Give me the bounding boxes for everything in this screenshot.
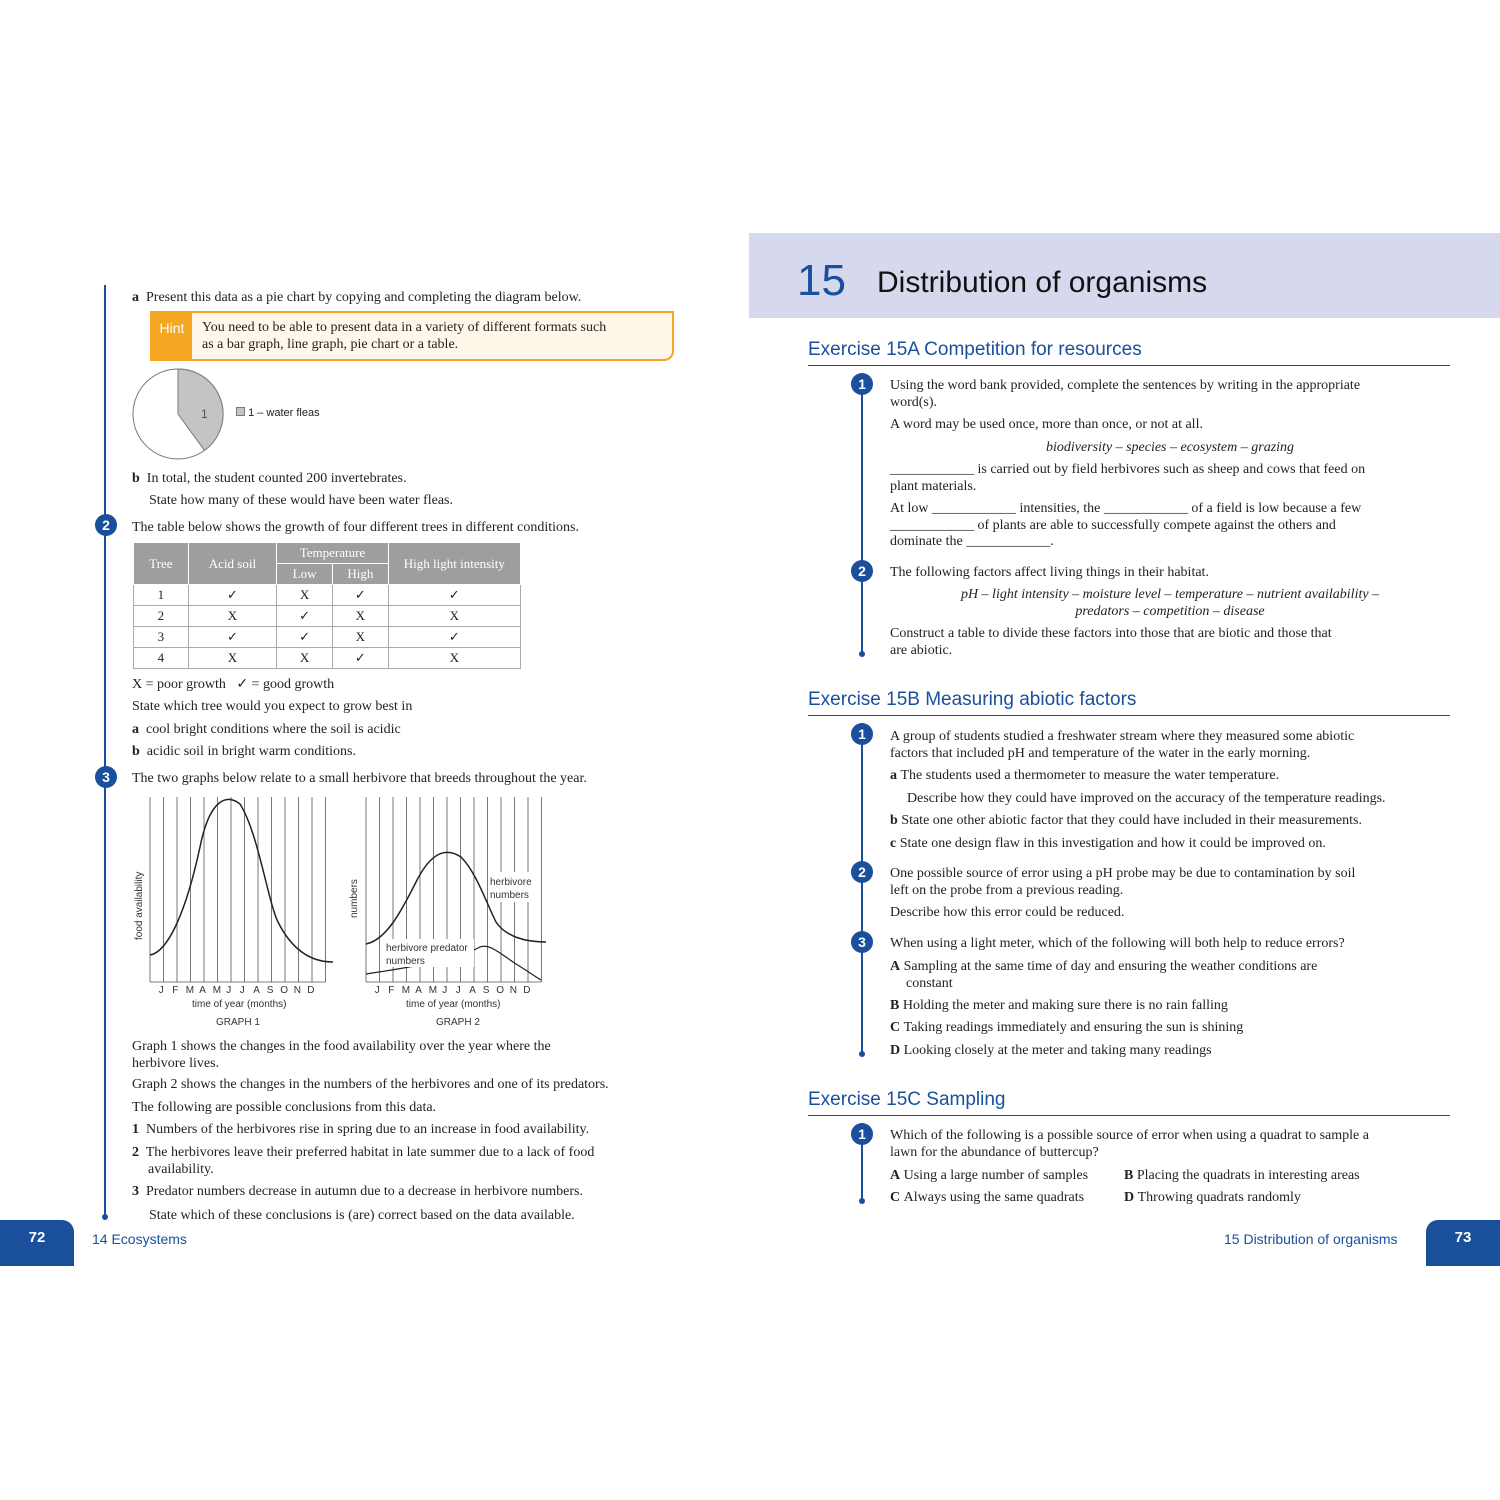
- sampling-option-a: [890, 1167, 1088, 1184]
- ex15b-q2-l3: Describe how this error could be reduced.: [890, 905, 1125, 920]
- cell-high: ✓: [332, 648, 388, 669]
- ex15c-q1-l1: Which of the following is a possible source of error when using a quadrat to sample a: [890, 1128, 1369, 1143]
- part-text: State one design flaw in this investigation and how it could be improved on.: [899, 836, 1326, 851]
- graph-1-ylabel: food availability: [134, 871, 145, 940]
- ex15a-q2-l2: Construct a table to divide these factors into those that are biotic and those that: [890, 626, 1332, 641]
- part-letter: b: [132, 744, 140, 759]
- legend-swatch: [236, 407, 245, 416]
- option-letter: B: [1124, 1168, 1134, 1183]
- option-text: Placing the quadrats in interesting areas: [1136, 1168, 1360, 1183]
- exercise-15a-title: Exercise 15A Competition for resources: [808, 339, 1142, 360]
- exercise-15c-title: Exercise 15C Sampling: [808, 1089, 1006, 1110]
- ex15c-q1-number: 1: [851, 1123, 873, 1145]
- ex15b-margin-dot: [859, 1051, 865, 1057]
- chapter-footer-left: 14 Ecosystems: [92, 1231, 187, 1247]
- part-letter: b: [890, 813, 898, 828]
- ex15a-q1-s1b: plant materials.: [890, 479, 977, 494]
- cell-tree: 1: [134, 585, 189, 606]
- ex15a-q1-s2a: At low ____________ intensities, the ____________ of a field is low because a few: [890, 501, 1362, 516]
- chapter-number: 15: [797, 256, 846, 305]
- q3-p3: The following are possible conclusions from this data.: [132, 1100, 437, 1115]
- graph-1-month-ticks: [159, 985, 315, 996]
- q3-p1a: Graph 1 shows the changes in the food availability over the year where the: [132, 1039, 551, 1054]
- th-low: Low: [277, 564, 333, 585]
- exercise-15b-rule: [808, 715, 1450, 716]
- ex15a-q2-number: 2: [851, 560, 873, 582]
- option-b: [890, 997, 1228, 1014]
- q2-intro: The table below shows the growth of four different trees in different conditions.: [132, 520, 579, 535]
- item-text: Numbers of the herbivores rise in spring due to an increase in food availability.: [146, 1122, 590, 1137]
- predator-label-1: herbivore predator: [386, 943, 468, 954]
- month-tick-label: A: [199, 985, 206, 996]
- month-tick-label: M: [212, 985, 222, 996]
- food-availability-curve: [150, 799, 333, 962]
- option-letter: D: [890, 1043, 901, 1058]
- table-row: [134, 606, 521, 627]
- item-text: The herbivores leave their preferred habitat in late summer due to a lack of food: [145, 1145, 595, 1160]
- cell-high: X: [332, 627, 388, 648]
- question-a: [132, 289, 581, 306]
- cell-tree: 2: [134, 606, 189, 627]
- question-b: [132, 470, 407, 487]
- option-letter: C: [890, 1190, 901, 1205]
- page-number-left: 72: [0, 1220, 74, 1266]
- q3-p1b: herbivore lives.: [132, 1056, 220, 1071]
- graph-2-title: GRAPH 2: [436, 1017, 480, 1028]
- month-tick-label: J: [239, 985, 245, 996]
- part-text: Present this data as a pie chart by copying and completing the diagram below.: [146, 290, 582, 305]
- q3-p2: Graph 2 shows the changes in the numbers of the herbivores and one of its predators.: [132, 1077, 609, 1092]
- th-light: High light intensity: [388, 543, 520, 585]
- ex15a-q1-s2c: dominate the ____________.: [890, 534, 1054, 549]
- cell-acid: X: [188, 648, 276, 669]
- question-number-3: 3: [95, 766, 117, 788]
- item-number: 3: [132, 1184, 139, 1199]
- month-tick-label: D: [523, 985, 531, 996]
- conclusion-3: [132, 1183, 583, 1200]
- ex15b-q3-number: 3: [851, 931, 873, 953]
- month-tick-label: J: [158, 985, 164, 996]
- month-tick-label: M: [185, 985, 195, 996]
- ex15b-q1-b: [890, 812, 1362, 829]
- conclusion-2: [132, 1144, 594, 1161]
- month-tick-label: A: [253, 985, 260, 996]
- table-row: [134, 648, 521, 669]
- cell-light: ✓: [388, 627, 520, 648]
- part-letter: a: [890, 768, 897, 783]
- table-row: [134, 585, 521, 606]
- part-text: acidic soil in bright warm conditions.: [146, 744, 356, 759]
- option-a: [890, 958, 1317, 975]
- option-text: Using a large number of samples: [903, 1168, 1089, 1183]
- ex15a-q1-l2: word(s).: [890, 395, 938, 410]
- pie-chart: [128, 364, 228, 464]
- question-number-2: 2: [95, 514, 117, 536]
- cell-low: ✓: [277, 606, 333, 627]
- cell-acid: ✓: [188, 585, 276, 606]
- part-text: cool bright conditions where the soil is acidic: [146, 722, 401, 737]
- conclusion-1: [132, 1121, 589, 1138]
- option-text: Throwing quadrats randomly: [1137, 1190, 1301, 1205]
- graph-2: [346, 792, 561, 1032]
- question-b-line2: State how many of these would have been water fleas.: [149, 493, 454, 508]
- month-tick-label: F: [172, 985, 179, 996]
- month-tick-label: J: [455, 985, 461, 996]
- option-letter: D: [1124, 1190, 1135, 1205]
- left-margin-rule: [104, 285, 106, 1215]
- cell-light: X: [388, 648, 520, 669]
- graph-2-ylabel: numbers: [349, 879, 360, 918]
- ex15a-q1-s1a: ____________ is carried out by field herbivores such as sheep and cows that feed on: [890, 462, 1366, 477]
- hint-label: Hint: [152, 313, 192, 359]
- sampling-option-c: [890, 1189, 1084, 1206]
- cell-tree: 4: [134, 648, 189, 669]
- pie-legend: [236, 407, 320, 419]
- option-letter: A: [890, 1168, 901, 1183]
- month-tick-label: S: [482, 985, 490, 996]
- part-letter: b: [132, 471, 140, 486]
- q3-intro: The two graphs below relate to a small herbivore that breeds throughout the year.: [132, 771, 587, 786]
- factors-line-1: pH – light intensity – moisture level – temperature – nutrient availability –: [960, 587, 1380, 602]
- growth-table: [133, 542, 521, 669]
- month-tick-label: O: [496, 985, 505, 996]
- cell-low: X: [277, 648, 333, 669]
- ex15b-q1-l1: A group of students studied a freshwater stream where they measured some abiotic: [890, 729, 1355, 744]
- ex15a-margin-dot: [859, 651, 865, 657]
- q3-final: State which of these conclusions is (are) correct based on the data available.: [149, 1208, 575, 1223]
- graph-2-month-ticks: [375, 985, 531, 996]
- ex15c-margin-dot: [859, 1198, 865, 1204]
- option-letter: C: [890, 1020, 901, 1035]
- th-tree: Tree: [134, 543, 189, 585]
- q2-state: State which tree would you expect to grow best in: [132, 699, 413, 714]
- graph-2-xlabel: time of year (months): [406, 999, 501, 1010]
- month-tick-label: J: [442, 985, 448, 996]
- item-text: Predator numbers decrease in autumn due to a decrease in herbivore numbers.: [146, 1184, 583, 1199]
- cell-low: ✓: [277, 627, 333, 648]
- exercise-15b-title: Exercise 15B Measuring abiotic factors: [808, 689, 1137, 710]
- option-letter: A: [890, 959, 901, 974]
- ex15b-q2-l1: One possible source of error using a pH probe may be due to contamination by soil: [890, 866, 1356, 881]
- option-c: [890, 1019, 1243, 1036]
- herbivore-label-1: herbivore: [490, 877, 532, 888]
- q2-part-a: [132, 721, 401, 738]
- ex15c-q1-l2: lawn for the abundance of buttercup?: [890, 1145, 1099, 1160]
- chapter-footer-right: 15 Distribution of organisms: [1224, 1231, 1398, 1247]
- q2-part-b: [132, 743, 356, 760]
- part-letter: c: [890, 836, 897, 851]
- month-tick-label: J: [374, 985, 380, 996]
- legend-text: 1 – water fleas: [248, 407, 320, 419]
- cell-acid: X: [188, 606, 276, 627]
- hint-line-2: as a bar graph, line graph, pie chart or a table.: [202, 337, 459, 352]
- th-acid: Acid soil: [188, 543, 276, 585]
- cell-acid: ✓: [188, 627, 276, 648]
- ex15a-margin-rule: [861, 376, 863, 652]
- hint-box: [150, 311, 674, 361]
- cell-light: ✓: [388, 585, 520, 606]
- month-tick-label: S: [266, 985, 274, 996]
- sampling-option-d: [1124, 1189, 1301, 1206]
- cell-high: X: [332, 606, 388, 627]
- table-key: X = poor growth ✓ = good growth: [132, 677, 335, 692]
- graph-1-grid: [150, 797, 326, 982]
- hint-line-1: You need to be able to present data in a variety of different formats such: [202, 320, 607, 335]
- ex15b-q1-a: [890, 767, 1279, 784]
- graph-1-xlabel: time of year (months): [192, 999, 287, 1010]
- option-d: [890, 1042, 1212, 1059]
- cell-light: X: [388, 606, 520, 627]
- conclusion-2-line2: availability.: [148, 1162, 214, 1177]
- exercise-15c-rule: [808, 1115, 1450, 1116]
- th-high: High: [332, 564, 388, 585]
- option-text: Holding the meter and making sure there is no rain falling: [902, 998, 1228, 1013]
- ex15b-q1-number: 1: [851, 723, 873, 745]
- pie-segment-label: 1: [201, 407, 208, 421]
- month-tick-label: A: [469, 985, 476, 996]
- ex15b-q3-l1: When using a light meter, which of the following will both help to reduce errors?: [890, 936, 1345, 951]
- predator-label-2: numbers: [386, 956, 425, 967]
- page-number-right: 73: [1426, 1220, 1500, 1266]
- ex15b-margin-rule: [861, 726, 863, 1052]
- option-text: Taking readings immediately and ensuring the sun is shining: [903, 1020, 1244, 1035]
- factors-line-2: predators – competition – disease: [1075, 604, 1265, 619]
- cell-tree: 3: [134, 627, 189, 648]
- chapter-title: Distribution of organisms: [877, 266, 1208, 299]
- graph-1-title: GRAPH 1: [216, 1017, 260, 1028]
- cell-low: X: [277, 585, 333, 606]
- part-text: In total, the student counted 200 invertebrates.: [146, 471, 407, 486]
- cell-high: ✓: [332, 585, 388, 606]
- exercise-15a-rule: [808, 365, 1450, 366]
- month-tick-label: M: [428, 985, 438, 996]
- month-tick-label: N: [293, 985, 301, 996]
- ex15a-q1-l3: A word may be used once, more than once, or not at all.: [890, 417, 1203, 432]
- option-text: Sampling at the same time of day and ensuring the weather conditions are: [903, 959, 1318, 974]
- left-margin-dot: [102, 1214, 108, 1220]
- part-text: The students used a thermometer to measure the water temperature.: [900, 768, 1280, 783]
- ex15b-q2-l2: left on the probe from a previous reading.: [890, 883, 1124, 898]
- month-tick-label: D: [307, 985, 315, 996]
- option-text: Always using the same quadrats: [903, 1190, 1085, 1205]
- table-row: [134, 627, 521, 648]
- month-tick-label: N: [509, 985, 517, 996]
- month-tick-label: M: [401, 985, 411, 996]
- item-number: 2: [132, 1145, 139, 1160]
- ex15b-q1-l2: factors that included pH and temperature of the water in the early morning.: [890, 746, 1311, 761]
- graph-1: [128, 792, 338, 1032]
- part-letter: a: [132, 290, 139, 305]
- ex15a-q1-l1: Using the word bank provided, complete the sentences by writing in the appropriate: [890, 378, 1361, 393]
- ex15a-q2-l3: are abiotic.: [890, 643, 953, 658]
- ex15a-q2-l1: The following factors affect living things in their habitat.: [890, 565, 1209, 580]
- item-number: 1: [132, 1122, 139, 1137]
- word-bank: biodiversity – species – ecosystem – grazing: [1045, 440, 1295, 455]
- part-text: State one other abiotic factor that they could have included in their measurements.: [901, 813, 1362, 828]
- month-tick-label: A: [415, 985, 422, 996]
- ex15a-q1-s2b: ____________ of plants are able to successfully compete against the others and: [890, 518, 1336, 533]
- option-a-line2: constant: [906, 976, 953, 991]
- ex15a-q1-number: 1: [851, 373, 873, 395]
- ex15b-q2-number: 2: [851, 861, 873, 883]
- month-tick-label: O: [280, 985, 289, 996]
- herbivore-label-2: numbers: [490, 890, 529, 901]
- ex15b-q1-c: [890, 835, 1326, 852]
- th-temperature: Temperature: [277, 543, 389, 564]
- part-letter: a: [132, 722, 139, 737]
- sampling-option-b: [1124, 1167, 1360, 1184]
- option-text: Looking closely at the meter and taking many readings: [903, 1043, 1212, 1058]
- ex15b-q1-a2: Describe how they could have improved on the accuracy of the temperature readings.: [907, 791, 1386, 806]
- month-tick-label: F: [388, 985, 395, 996]
- option-letter: B: [890, 998, 900, 1013]
- month-tick-label: J: [226, 985, 232, 996]
